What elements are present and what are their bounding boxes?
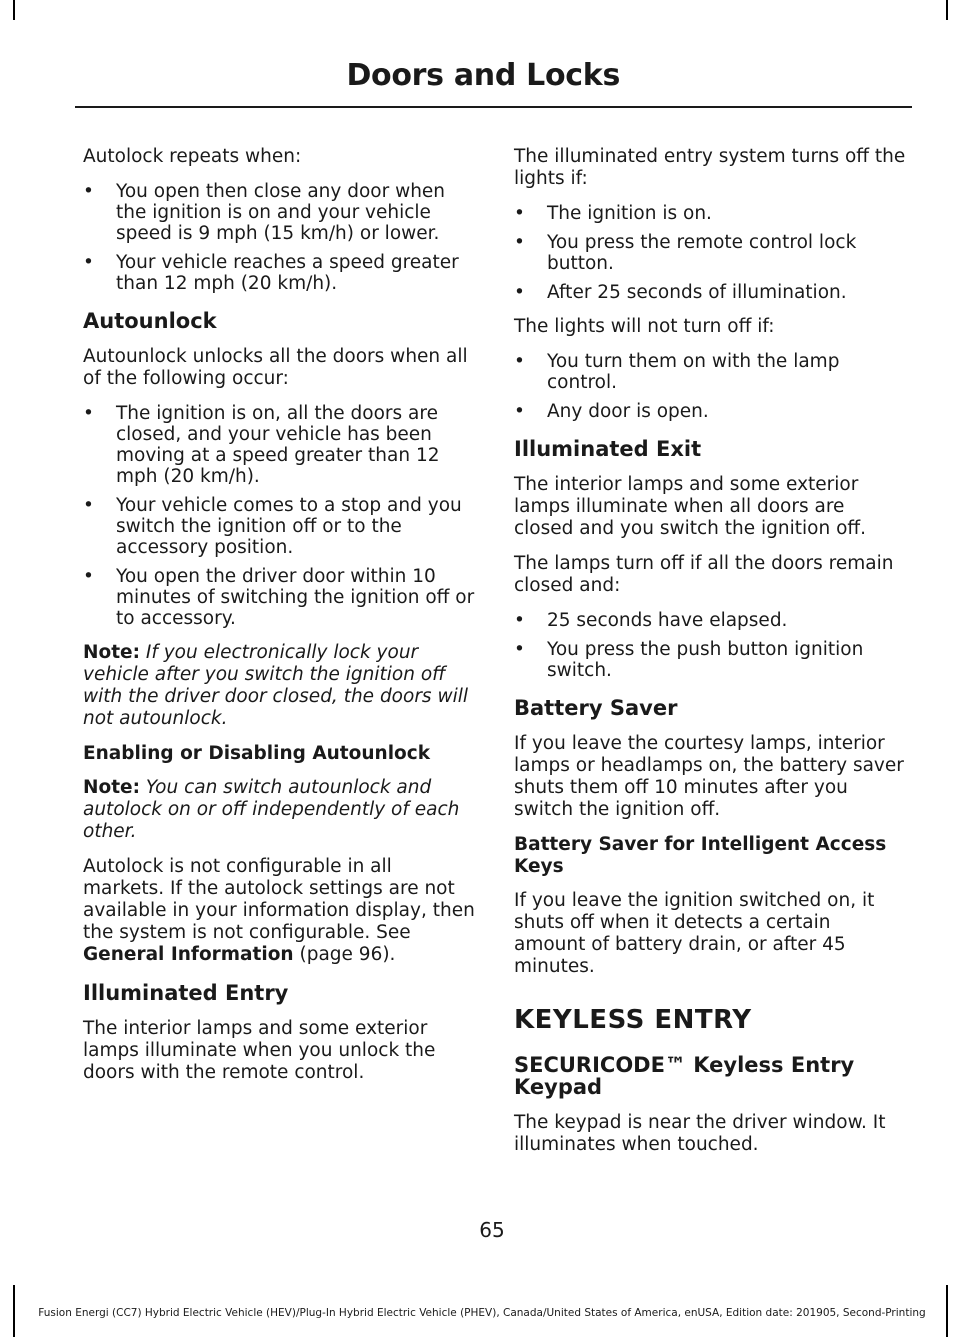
note-text: If you electronically lock your vehicle after you switch the ignition off with the driver door closed, the doors will not autounlock. xyxy=(83,642,468,729)
lamps-off-bullet-list xyxy=(514,610,906,681)
list-item-text: You open then close any door when the ignition is on and your vehicle speed is 9 mph (15 km/h) or lower. xyxy=(116,181,446,244)
battery-saver-heading: Battery Saver xyxy=(514,696,678,720)
illuminated-exit-text: The interior lamps and some exterior lamps illuminate when all doors are closed and you switch the ignition off. xyxy=(514,474,867,539)
battery-saver-ia-text: If you leave the ignition switched on, it shuts off when it detects a certain amount of battery drain, or after 45 minutes. xyxy=(514,890,875,977)
list-item-text: The ignition is on. xyxy=(547,203,712,224)
list-item xyxy=(83,252,475,294)
list-item xyxy=(514,401,906,422)
list-item-text: The ignition is on, all the doors are closed, and your vehicle has been moving at a speed greater than 12 mph (20 km/h). xyxy=(116,403,440,487)
bullet-icon: • xyxy=(514,232,525,253)
config-paragraph xyxy=(83,856,475,966)
header-rule xyxy=(75,106,912,108)
config-text: Autolock is not configurable in all markets. If the autolock settings are not available in your information display, then the system is not configurable. See xyxy=(83,856,475,943)
bullet-icon: • xyxy=(514,639,525,660)
crop-mark-top-left xyxy=(13,0,15,20)
noturnoff-intro: The lights will not turn off if: xyxy=(514,316,775,337)
lamps-off-intro: The lamps turn off if all the doors remain closed and: xyxy=(514,553,894,596)
autolock-bullet-list xyxy=(83,181,475,294)
turnoff-bullet-list xyxy=(514,203,906,303)
autounlock-bullet-list xyxy=(83,403,475,629)
bullet-icon: • xyxy=(514,610,525,631)
list-item-text: After 25 seconds of illumination. xyxy=(547,282,847,303)
list-item xyxy=(83,495,475,558)
page-reference: (page 96). xyxy=(299,944,396,965)
noturnoff-bullet-list xyxy=(514,351,906,422)
bullet-icon: • xyxy=(514,351,525,372)
turnoff-intro: The illuminated entry system turns off the lights if: xyxy=(514,146,906,189)
illuminated-entry-text: The interior lamps and some exterior lamps illuminate when you unlock the doors with the remote control. xyxy=(83,1018,436,1083)
battery-saver-text: If you leave the courtesy lamps, interior lamps or headlamps on, the battery saver shuts them off 10 minutes after you switch the ignition off. xyxy=(514,733,904,820)
autounlock-intro: Autounlock unlocks all the doors when all of the following occur: xyxy=(83,346,468,389)
bullet-icon: • xyxy=(514,401,525,422)
bullet-icon: • xyxy=(514,203,525,224)
note-label: Note: xyxy=(83,642,140,663)
note-text: You can switch autounlock and autolock on or off independently of each other. xyxy=(83,777,460,842)
list-item xyxy=(514,639,906,681)
bullet-icon: • xyxy=(83,495,94,516)
right-column xyxy=(514,146,906,1169)
bullet-icon: • xyxy=(83,566,94,587)
bullet-icon: • xyxy=(514,282,525,303)
bullet-icon: • xyxy=(83,181,94,202)
page-header-title: Doors and Locks xyxy=(346,58,620,93)
list-item xyxy=(514,232,906,274)
list-item-text: Your vehicle reaches a speed greater than 12 mph (20 km/h). xyxy=(116,252,459,294)
note-autounlock xyxy=(83,642,475,730)
keyless-entry-heading: KEYLESS ENTRY xyxy=(514,1005,752,1035)
left-column xyxy=(83,146,475,1097)
bullet-icon: • xyxy=(83,252,94,273)
note-independent xyxy=(83,777,475,843)
keypad-text: The keypad is near the driver window. It illuminates when touched. xyxy=(514,1112,886,1155)
securicode-heading: SECURICODE™ Keyless Entry Keypad xyxy=(514,1053,855,1099)
list-item-text: You press the push button ignition switch. xyxy=(547,639,864,681)
illuminated-entry-heading: Illuminated Entry xyxy=(83,981,289,1005)
list-item-text: You press the remote control lock button. xyxy=(547,232,857,274)
list-item xyxy=(83,403,475,487)
note-label: Note: xyxy=(83,777,140,798)
enabling-heading: Enabling or Disabling Autounlock xyxy=(83,743,431,764)
list-item-text: You turn them on with the lamp control. xyxy=(547,351,840,393)
list-item xyxy=(514,203,906,224)
list-item xyxy=(514,282,906,303)
cross-reference-link[interactable]: General Information xyxy=(83,944,294,965)
page-footer: Fusion Energi (CC7) Hybrid Electric Vehicle (HEV)/Plug-In Hybrid Electric Vehicle (PHEV), Canada/United States of America, enUSA, Edition date: 201905, Second-Printing xyxy=(38,1307,926,1319)
page-number: 65 xyxy=(479,1218,505,1242)
list-item-text: Your vehicle comes to a stop and you switch the ignition off or to the accessory position. xyxy=(116,495,462,558)
list-item-text: 25 seconds have elapsed. xyxy=(547,610,788,631)
list-item-text: Any door is open. xyxy=(547,401,709,422)
list-item xyxy=(514,351,906,393)
crop-mark-top-right xyxy=(946,0,948,20)
list-item xyxy=(514,610,906,631)
battery-saver-ia-heading: Battery Saver for Intelligent Access Keys xyxy=(514,834,887,877)
autolock-intro: Autolock repeats when: xyxy=(83,146,302,167)
autounlock-heading: Autounlock xyxy=(83,309,217,333)
list-item xyxy=(83,181,475,244)
list-item-text: You open the driver door within 10 minutes of switching the ignition off or to accessory. xyxy=(116,566,475,629)
list-item xyxy=(83,566,475,629)
bullet-icon: • xyxy=(83,403,94,424)
illuminated-exit-heading: Illuminated Exit xyxy=(514,437,702,461)
